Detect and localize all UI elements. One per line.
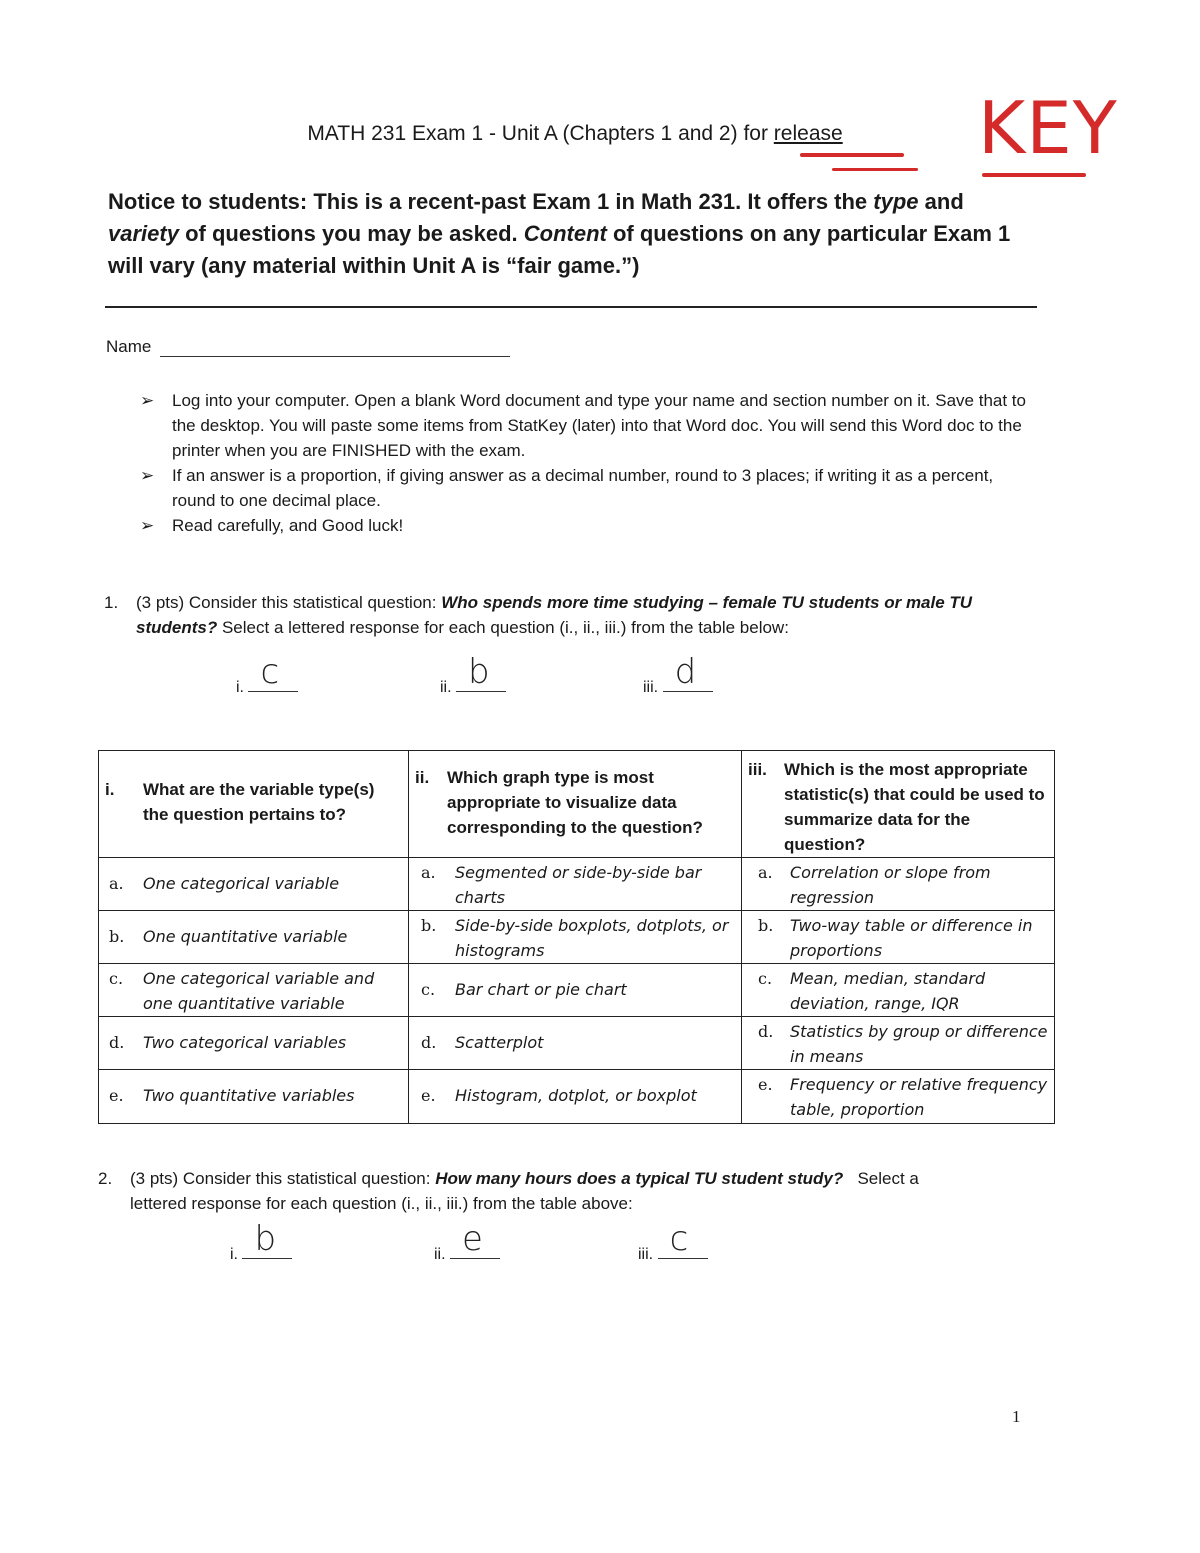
q2-answer-ii xyxy=(434,1219,500,1264)
q1-answer-i xyxy=(236,652,298,697)
table-row xyxy=(99,964,1055,1017)
option-text: Two quantitative variables xyxy=(143,1086,355,1105)
notice-text-2: and xyxy=(924,189,964,214)
answer-blank[interactable] xyxy=(663,652,713,692)
option-text: Histogram, dotplot, or boxplot xyxy=(455,1086,697,1105)
table-header-i xyxy=(99,751,409,858)
page-number: 1 xyxy=(1012,1407,1021,1426)
option-letter: a. xyxy=(421,863,436,882)
table-header-iii xyxy=(742,751,1055,858)
option-letter: b. xyxy=(421,916,437,935)
response-table xyxy=(98,750,1055,1124)
question-1-number: 1. xyxy=(104,593,119,612)
option-letter: a. xyxy=(758,863,773,882)
handwritten-answer: d xyxy=(674,652,697,692)
header-text: What are the variable type(s) the question pertains to? xyxy=(143,780,375,824)
question-2 xyxy=(98,1166,1018,1216)
instruction-item xyxy=(140,463,1040,513)
option-text: Side-by-side boxplots, dotplots, or histograms xyxy=(455,916,729,960)
option-text: Mean, median, standard deviation, range, IQR xyxy=(790,969,986,1013)
notice-variety-word: variety xyxy=(108,221,179,246)
q1-answer-iii xyxy=(643,652,713,697)
question-1-instruction: Select a lettered response for each question (i., ii., iii.) from the table below: xyxy=(221,618,789,637)
option-text: One quantitative variable xyxy=(143,927,348,946)
option-letter: e. xyxy=(758,1075,773,1094)
name-label: Name xyxy=(106,337,152,356)
table-row xyxy=(99,1017,1055,1070)
option-text: Scatterplot xyxy=(455,1033,544,1052)
header-text: Which is the most appropriate statistic(s) that could be used to summarize data for the question? xyxy=(784,760,1045,854)
notice-text-1: Notice to students: This is a recent-past Exam 1 in Math 231. It offers the xyxy=(108,189,868,214)
instruction-text: Log into your computer. Open a blank Word document and type your name and section number on it. Save that to the desktop. You will paste some items from StatKey (later) into that Word doc. You will send this Word doc to the printer when you are FINISHED with the exam. xyxy=(172,391,1026,460)
instruction-item xyxy=(140,513,1040,538)
question-1-text: Who spends more time studying – female TU students or male TU students? xyxy=(136,593,973,637)
option-text: Correlation or slope from regression xyxy=(790,863,991,907)
answer-label: iii. xyxy=(643,679,659,696)
instruction-item xyxy=(140,388,1040,463)
handwritten-answer: b xyxy=(468,652,490,692)
option-letter: d. xyxy=(421,1033,437,1052)
table-row xyxy=(99,911,1055,964)
option-text: One categorical variable and one quantitative variable xyxy=(143,969,375,1013)
table-row xyxy=(99,858,1055,911)
handwritten-answer: e xyxy=(462,1219,483,1259)
option-text: Frequency or relative frequency table, proportion xyxy=(790,1075,1048,1119)
exam-title-release: release xyxy=(773,122,843,145)
option-letter: b. xyxy=(109,927,125,946)
answer-blank[interactable] xyxy=(658,1219,708,1259)
notice-type-word: type xyxy=(873,189,919,214)
option-text: One categorical variable xyxy=(143,874,340,893)
option-text: Two-way table or difference in proportions xyxy=(790,916,1033,960)
answer-label: ii. xyxy=(434,1246,446,1263)
question-2-instruction-2: lettered response for each question (i., ii., iii.) from the table above: xyxy=(130,1194,633,1213)
answer-label: i. xyxy=(236,679,244,696)
option-letter: c. xyxy=(758,969,773,988)
arrow-bullet-icon: ➢ xyxy=(140,391,155,410)
header-label: i. xyxy=(105,780,115,799)
divider xyxy=(105,306,1037,308)
option-letter: a. xyxy=(109,874,124,893)
answer-label: ii. xyxy=(440,679,452,696)
instruction-text: Read carefully, and Good luck! xyxy=(172,516,404,535)
header-text: Which graph type is most appropriate to visualize data corresponding to the question? xyxy=(447,768,703,837)
handwritten-answer: c xyxy=(669,1219,689,1259)
q2-answer-iii xyxy=(638,1219,708,1264)
notice-text-4: of questions on any particular Exam 1 will vary (any material within Unit A is “fair game.”) xyxy=(108,221,1011,278)
arrow-bullet-icon: ➢ xyxy=(140,466,155,485)
release-underline-2 xyxy=(832,168,918,171)
handwritten-answer: b xyxy=(254,1219,277,1259)
notice-to-students xyxy=(108,186,1038,282)
header-label: ii. xyxy=(415,768,430,787)
table-header-ii xyxy=(409,751,742,858)
answer-blank[interactable] xyxy=(456,652,506,692)
option-text: Statistics by group or difference in means xyxy=(790,1022,1048,1066)
question-1-lead: (3 pts) Consider this statistical question: xyxy=(136,593,437,612)
arrow-bullet-icon: ➢ xyxy=(140,516,155,535)
question-2-text: How many hours does a typical TU student study? xyxy=(435,1169,844,1188)
question-2-instruction-1: Select a xyxy=(857,1169,919,1188)
answer-label: i. xyxy=(230,1246,238,1263)
option-text: Segmented or side-by-side bar charts xyxy=(455,863,702,907)
option-letter: e. xyxy=(421,1086,436,1105)
answer-blank[interactable] xyxy=(248,652,298,692)
option-letter: c. xyxy=(421,980,436,999)
answer-blank[interactable] xyxy=(450,1219,500,1259)
notice-text-3: of questions you may be asked. xyxy=(185,221,518,246)
option-text: Two categorical variables xyxy=(143,1033,347,1052)
option-letter: d. xyxy=(758,1022,774,1041)
header-label: iii. xyxy=(748,760,767,779)
option-text: Bar chart or pie chart xyxy=(455,980,627,999)
option-letter: d. xyxy=(109,1033,125,1052)
table-row xyxy=(99,1070,1055,1124)
key-stamp: KEY xyxy=(978,86,1118,170)
option-letter: b. xyxy=(758,916,774,935)
q1-answer-ii xyxy=(440,652,506,697)
option-letter: e. xyxy=(109,1086,124,1105)
answer-blank[interactable] xyxy=(242,1219,292,1259)
option-letter: c. xyxy=(109,969,124,988)
handwritten-answer: c xyxy=(260,652,280,692)
instruction-text: If an answer is a proportion, if giving answer as a decimal number, round to 3 places; if writing it as a percent, round to one decimal place. xyxy=(172,466,994,510)
key-underline xyxy=(982,173,1086,177)
q2-answer-i xyxy=(230,1219,292,1264)
notice-content-word: Content xyxy=(523,221,607,246)
question-1 xyxy=(104,590,1024,640)
instructions-list xyxy=(140,388,1040,538)
release-underline xyxy=(800,153,904,157)
question-2-number: 2. xyxy=(98,1169,113,1188)
name-field[interactable] xyxy=(160,356,510,357)
exam-title-main: MATH 231 Exam 1 - Unit A (Chapters 1 and 2) for xyxy=(307,122,768,145)
answer-label: iii. xyxy=(638,1246,654,1263)
question-2-lead: (3 pts) Consider this statistical question: xyxy=(130,1169,431,1188)
